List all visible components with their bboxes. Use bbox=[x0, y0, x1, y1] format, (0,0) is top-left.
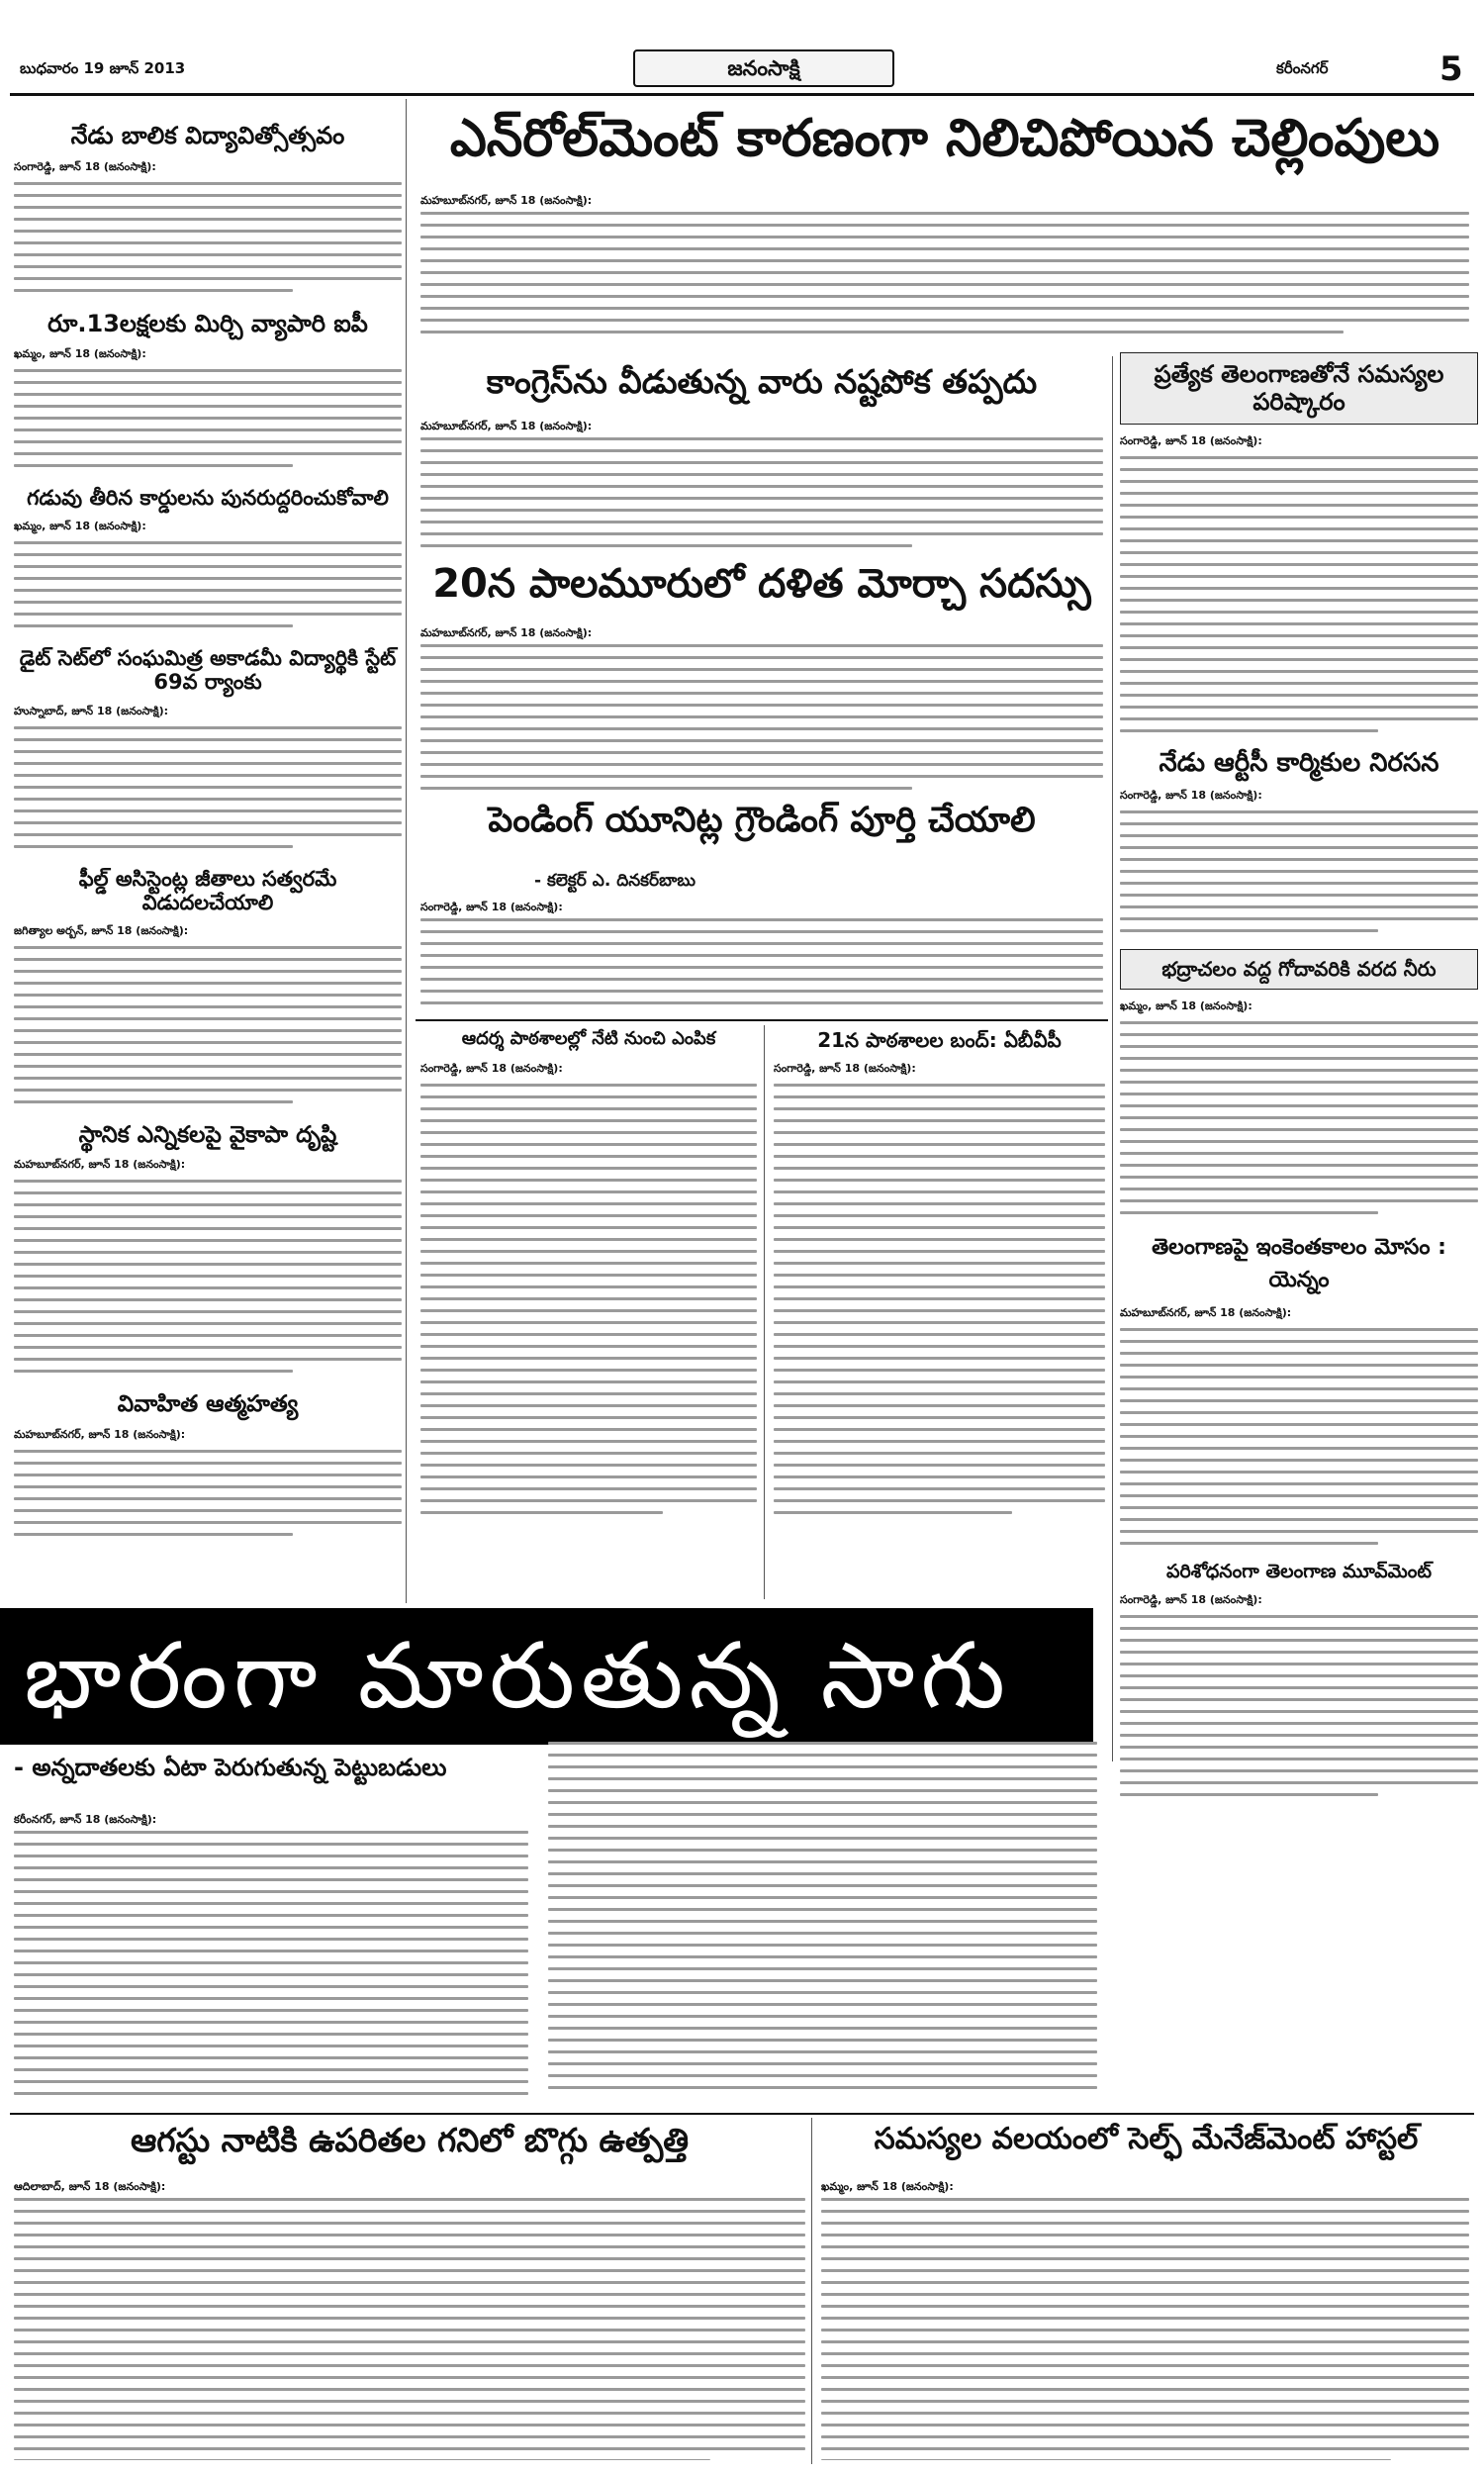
section-rule bbox=[416, 1019, 1108, 1021]
article-body bbox=[1120, 1322, 1478, 1554]
article-body bbox=[14, 940, 402, 1112]
article-title: వివాహిత ఆత్మహత్య bbox=[117, 1391, 299, 1418]
bandh-article bbox=[774, 1029, 1105, 1598]
congress-headline: కాంగ్రెస్‌ను వీడుతున్న వారు నష్టపోక తప్పదు bbox=[486, 362, 1038, 401]
article-body bbox=[1120, 805, 1478, 941]
article-body bbox=[1120, 1609, 1478, 1805]
article-title: తెలంగాణపై ఇంకెంతకాలం మోసం : యెన్నం bbox=[1152, 1235, 1446, 1293]
lead-body bbox=[420, 212, 1469, 350]
article-dateline: హుస్నాబాద్, జూన్ 18 (జనంసాక్షి): bbox=[14, 704, 168, 717]
adarsha-headline: ఆదర్శ పాఠశాలల్లో నేటి నుంచి ఎంపిక bbox=[461, 1028, 716, 1049]
article-title: రూ.13లక్షలకు మిర్చి వ్యాపారి ఐపీ bbox=[47, 309, 368, 337]
coal-dateline: ఆదిలాబాద్, జూన్ 18 (జనంసాక్షి): bbox=[14, 2180, 166, 2193]
lead-headline: ఎన్‌రోల్‌మెంట్ కారణంగా నిలిచిపోయిన చెల్లింపులు bbox=[449, 109, 1440, 168]
left-article bbox=[14, 311, 402, 477]
article-dateline: ఖమ్మం, జూన్ 18 (జనంసాక్షి): bbox=[1120, 999, 1252, 1013]
pending-dateline: సంగారెడ్డి, జూన్ 18 (జనంసాక్షి): bbox=[420, 901, 563, 913]
article-body bbox=[1120, 450, 1478, 741]
article-body bbox=[14, 535, 402, 636]
article-body bbox=[14, 1174, 402, 1381]
article-body bbox=[14, 363, 402, 476]
article-dateline: సంగారెడ్డి, జూన్ 18 (జనంసాక్షి): bbox=[14, 159, 156, 173]
article-dateline: ఖమ్మం, జూన్ 18 (జనంసాక్షి): bbox=[14, 347, 146, 361]
dalit-body bbox=[420, 644, 1103, 791]
left-column bbox=[14, 109, 402, 1593]
coal-headline: ఆగస్టు నాటికి ఉపరితల గనిలో బొగ్గు ఉత్పత్తి bbox=[130, 2121, 690, 2159]
article-title: నేడు ఆర్టీసీ కార్మికుల నిరసన bbox=[1159, 748, 1439, 779]
column-divider bbox=[811, 2118, 812, 2464]
hostel-dateline: ఖమ్మం, జూన్ 18 (జనంసాక్షి): bbox=[821, 2180, 954, 2193]
bandh-body bbox=[774, 1078, 1105, 1578]
issue-date: బుధవారం 19 జూన్ 2013 bbox=[20, 59, 186, 77]
article-title: డైట్ సెట్‌లో సంఘమిత్ర అకాడమీ విద్యార్థికి స్టేట్ 69వ ర్యాంకు bbox=[19, 646, 397, 695]
right-column bbox=[1120, 352, 1478, 1748]
bottom-rule bbox=[10, 2113, 1474, 2115]
left-article bbox=[14, 486, 402, 636]
congress-body bbox=[420, 437, 1103, 554]
adarsha-dateline: సంగారెడ్డి, జూన్ 18 (జనంసాక్షి): bbox=[420, 1061, 563, 1075]
hostel-headline: సమస్యల వలయంలో సెల్ఫ్ మేనేజ్‌మెంట్ హాస్టల్ bbox=[874, 2122, 1419, 2156]
article-dateline: మహబూబ్‌నగర్, జూన్ 18 (జనంసాక్షి): bbox=[14, 1158, 186, 1172]
article-title: నేడు బాలిక విద్యావిత్సోత్సవం bbox=[70, 122, 345, 149]
left-article bbox=[14, 867, 402, 1112]
column-divider bbox=[764, 1025, 765, 1599]
pending-body bbox=[420, 918, 1103, 1011]
left-article bbox=[14, 1122, 402, 1381]
dalit-dateline: మహబూబ్‌నగర్, జూన్ 18 (జనంసాక్షి): bbox=[420, 626, 593, 639]
article-body bbox=[14, 720, 402, 857]
feature-subhead: - అన్నదాతలకు ఏటా పెరుగుతున్న పెట్టుబడులు bbox=[14, 1754, 447, 1781]
adarsha-article bbox=[420, 1029, 757, 1598]
article-title: పరిశోధనంగా తెలంగాణ మూవ్‌మెంట్ bbox=[1165, 1561, 1433, 1583]
article-title: ప్రత్యేక తెలంగాణతోనే సమస్యల పరిష్కారం bbox=[1120, 352, 1478, 425]
congress-dateline: మహబూబ్‌నగర్, జూన్ 18 (జనంసాక్షి): bbox=[420, 420, 593, 432]
article-dateline: సంగారెడ్డి, జూన్ 18 (జనంసాక్షి): bbox=[1120, 1592, 1262, 1606]
adarsha-body bbox=[420, 1078, 757, 1578]
article-dateline: సంగారెడ్డి, జూన్ 18 (జనంసాక్షి): bbox=[1120, 789, 1262, 803]
column-divider bbox=[406, 99, 407, 1603]
article-title: ఫీల్డ్ అసిస్టెంట్ల జీతాలు సత్వరమే విడుదలచేయాలి bbox=[78, 866, 337, 914]
article-dateline: జగిత్యాల అర్బన్, జూన్ 18 (జనంసాక్షి): bbox=[14, 923, 189, 937]
header-rule bbox=[10, 93, 1474, 96]
dalit-headline: 20న పాలమూరులో దళిత మోర్చా సదస్సు bbox=[432, 561, 1091, 607]
article-title: భద్రాచలం వద్ద గోదావరికి వరద నీరు bbox=[1120, 949, 1478, 990]
edition-city: కరీంనగర్ bbox=[1276, 59, 1329, 77]
article-dateline: సంగారెడ్డి, జూన్ 18 (జనంసాక్షి): bbox=[1120, 434, 1262, 448]
article-title: గడువు తీరిన కార్డులను పునరుద్దరించుకోవాలి bbox=[27, 486, 389, 511]
article-body bbox=[14, 176, 402, 301]
pending-byline: - కలెక్టర్ ఎ. దినకర్‌బాబు bbox=[534, 871, 696, 891]
coal-body bbox=[14, 2198, 805, 2460]
bandh-headline: 21న పాఠశాలల బంద్: ఏబీవీపీ bbox=[817, 1028, 1062, 1052]
feature-banner: భారంగా మారుతున్న సాగు bbox=[0, 1608, 1093, 1745]
left-article bbox=[14, 646, 402, 856]
hostel-body bbox=[821, 2198, 1469, 2460]
feature-body bbox=[14, 1831, 1102, 2108]
article-title: స్థానిక ఎన్నికలపై వైకాపా దృష్టి bbox=[78, 1121, 337, 1148]
article-dateline: ఖమ్మం, జూన్ 18 (జనంసాక్షి): bbox=[14, 520, 146, 533]
lead-dateline: మహబూబ్‌నగర్, జూన్ 18 (జనంసాక్షి): bbox=[420, 194, 593, 207]
bandh-dateline: సంగారెడ్డి, జూన్ 18 (జనంసాక్షి): bbox=[774, 1062, 916, 1075]
column-divider bbox=[1112, 356, 1113, 1761]
feature-dateline: కరీంనగర్, జూన్ 18 (జనంసాక్షి): bbox=[14, 1813, 157, 1826]
left-article bbox=[14, 123, 402, 301]
article-dateline: మహబూబ్‌నగర్, జూన్ 18 (జనంసాక్షి): bbox=[1120, 1306, 1292, 1320]
masthead-logo: జనంసాక్షి bbox=[633, 49, 894, 87]
article-body bbox=[14, 1444, 402, 1545]
pending-headline: పెండింగ్ యూనిట్ల గ్రౌండింగ్ పూర్తి చేయాలి bbox=[488, 801, 1036, 840]
page-number: 5 bbox=[1439, 49, 1463, 89]
article-dateline: మహబూబ్‌నగర్, జూన్ 18 (జనంసాక్షి): bbox=[14, 1427, 186, 1441]
left-article bbox=[14, 1391, 402, 1544]
article-body bbox=[1120, 1015, 1478, 1223]
